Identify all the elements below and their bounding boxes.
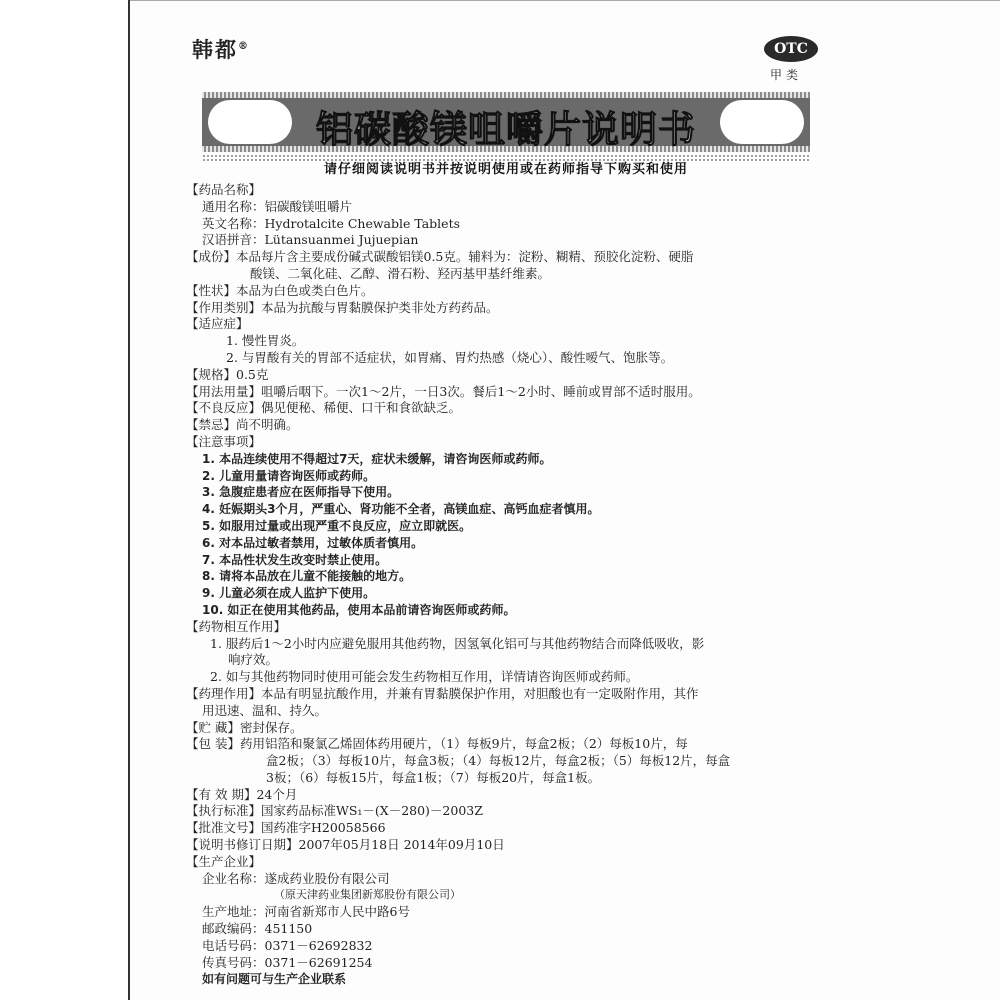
brand-logo: [192, 34, 250, 64]
section-heading-drug-name: 【药品名称】: [186, 182, 262, 197]
pharmacology-line-2: 用迅速、温和、持久。: [202, 702, 328, 718]
ingredients-line-1: 【成份】本品每片含主要成份碱式碳酸铝镁0.5克。辅料为：淀粉、糊精、预胶化淀粉、硬脂: [186, 249, 694, 265]
precaution-item: 9. 儿童必须在成人监护下使用。: [202, 586, 376, 601]
manufacturer-fax: 传真号码：0371－62691254: [202, 954, 373, 970]
manufacturer-name: 企业名称：遂成药业股份有限公司: [202, 870, 390, 886]
section-heading-precautions: 【注意事项】: [186, 433, 262, 449]
interaction-item-1-line-1: 1. 服药后1～2小时内应避免服用其他药物，因氢氧化铝可与其他药物结合而降低吸收，影: [210, 635, 705, 651]
indication-item: 1. 慢性胃炎。: [226, 333, 305, 349]
contact-note: 如有问题可与生产企业联系: [202, 972, 347, 987]
pharmacology-line-1: 【药理作用】本品有明显抗酸作用，并兼有胃黏膜保护作用，对胆酸也有一定吸附作用，其作: [186, 685, 699, 701]
title-banner: [202, 92, 810, 152]
banner-top-strip: [202, 92, 810, 98]
leaflet-body: [186, 182, 836, 988]
precaution-item: 2. 儿童用量请咨询医师或药师。: [202, 468, 376, 483]
precaution-item: 1. 本品连续使用不得超过7天，症状未缓解，请咨询医师或药师。: [202, 451, 552, 466]
english-name: 英文名称：Hydrotalcite Chewable Tablets: [202, 215, 461, 231]
precaution-item: 4. 妊娠期头3个月，严重心、肾功能不全者，高镁血症、高钙血症者慎用。: [202, 502, 600, 517]
contraindications-section: 【禁忌】尚不明确。: [186, 417, 299, 433]
section-heading-manufacturer: 【生产企业】: [186, 853, 262, 869]
page-top-edge: [130, 0, 1000, 1]
brand-name: 韩都: [192, 37, 238, 62]
validity-section: 【有 效 期】24个月: [186, 786, 298, 802]
otc-badge: OTC: [764, 36, 818, 62]
registered-mark: ®: [238, 41, 250, 52]
generic-name: 通用名称：铝碳酸镁咀嚼片: [202, 198, 353, 214]
precaution-item: 3. 急腹症患者应在医师指导下使用。: [202, 485, 400, 500]
manufacturer-phone: 电话号码：0371－62692832: [202, 937, 373, 953]
character-section: 【性状】本品为白色或类白色片。: [186, 282, 374, 298]
usage-notice: 请仔细阅读说明书并按说明使用或在药师指导下购买和使用: [323, 162, 688, 177]
precaution-item: 8. 请将本品放在儿童不能接触的地方。: [202, 569, 412, 584]
category-section: 【作用类别】本品为抗酸与胃黏膜保护类非处方药药品。: [186, 299, 499, 315]
package-line-2: 盒2板；（3）每板10片，每盒3板；（4）每板12片，每盒2板；（5）每板12片，每盒: [266, 753, 731, 769]
standard-section: 【执行标准】国家药品标准WS₁－(X－280)－2003Z: [186, 803, 483, 819]
storage-section: 【贮 藏】密封保存。: [186, 719, 303, 735]
indication-item: 2. 与胃酸有关的胃部不适症状，如胃痛、胃灼热感（烧心）、酸性嗳气、饱胀等。: [226, 349, 674, 365]
interaction-item-1-line-2: 响疗效。: [228, 652, 279, 668]
adverse-reactions-section: 【不良反应】偶见便秘、稀便、口干和食欲缺乏。: [186, 400, 462, 416]
precaution-item: 5. 如服用过量或出现严重不良反应，应立即就医。: [202, 518, 472, 533]
package-line-1: 【包 装】药用铝箔和聚氯乙烯固体药用硬片，（1）每板9片，每盒2板；（2）每板10片，每: [186, 736, 688, 752]
manufacturer-address: 生产地址：河南省新郑市人民中路6号: [202, 904, 410, 920]
approval-number-section: 【批准文号】国药准字H20058566: [186, 820, 386, 836]
ingredients-line-2: 酸镁、二氧化硅、乙醇、滑石粉、羟丙基甲基纤维素。: [250, 265, 551, 281]
manufacturer-former-name: （原天津药业集团新郑股份有限公司）: [274, 888, 461, 902]
section-heading-indications: 【适应症】: [186, 316, 249, 332]
revision-date-section: 【说明书修订日期】2007年05月18日 2014年09月10日: [186, 837, 505, 853]
section-heading-interactions: 【药物相互作用】: [186, 618, 287, 634]
interaction-item-2: 2. 如与其他药物同时使用可能会发生药物相互作用，详情请咨询医师或药师。: [210, 669, 639, 685]
package-line-3: 3板；（6）每板15片，每盒1板；（7）每板20片，每盒1板。: [266, 769, 601, 785]
manufacturer-postcode: 邮政编码：451150: [202, 921, 313, 937]
precaution-item: 7. 本品性状发生改变时禁止使用。: [202, 552, 388, 567]
precaution-item: 6. 对本品过敏者禁用，过敏体质者慎用。: [202, 535, 424, 550]
spec-section: 【规格】0.5克: [186, 366, 269, 382]
otc-class-label: 甲类: [770, 68, 803, 82]
document-title: 铝碳酸镁咀嚼片说明书: [316, 108, 696, 151]
precaution-item: 10. 如正在使用其他药品，使用本品前请咨询医师或药师。: [202, 602, 516, 617]
dosage-section: 【用法用量】咀嚼后咽下。一次1～2片，一日3次。餐后1～2小时、睡前或胃部不适时服用。: [186, 383, 701, 399]
leaflet-page: [128, 0, 1000, 1000]
pinyin-name: 汉语拼音：Lütansuanmei Jujuepian: [202, 232, 419, 248]
